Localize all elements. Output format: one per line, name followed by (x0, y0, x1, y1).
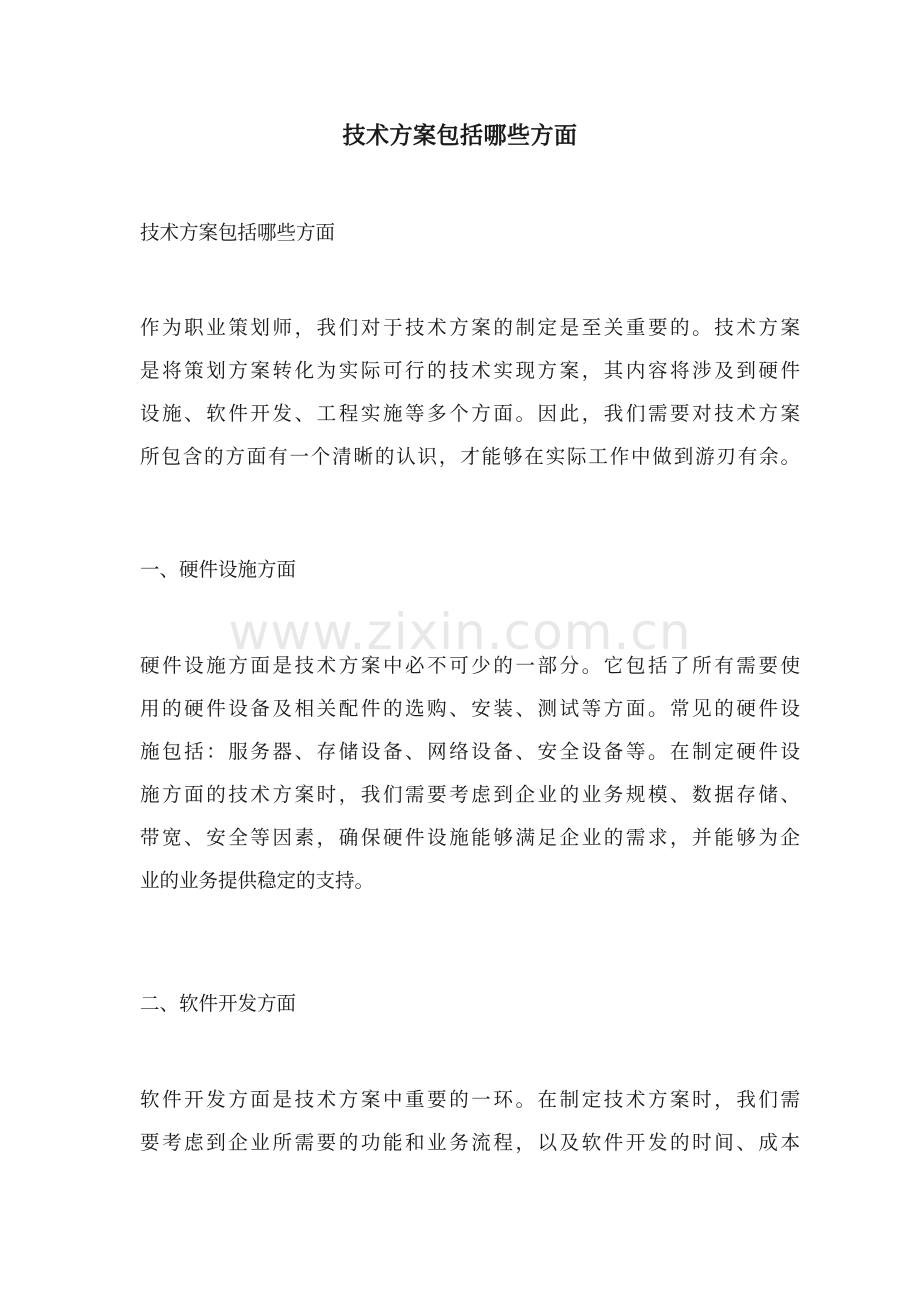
document-subtitle: 技术方案包括哪些方面 (140, 221, 336, 244)
section-hardware-line: 施方面的技术方案时，我们需要考虑到企业的业务规模、数据存储、 (140, 783, 800, 806)
section-software-line: 要考虑到企业所需要的功能和业务流程，以及软件开发的时间、成本 (140, 1131, 800, 1154)
section-hardware-line: 硬件设施方面是技术方案中必不可少的一部分。它包括了所有需要使 (140, 654, 800, 677)
intro-line: 是将策划方案转化为实际可行的技术实现方案，其内容将涉及到硬件 (140, 359, 800, 382)
section-hardware-line: 施包括：服务器、存储设备、网络设备、安全设备等。在制定硬件设 (140, 740, 800, 763)
watermark: www.zixin.com.cn (228, 603, 692, 661)
section-heading-software: 二、软件开发方面 (140, 992, 297, 1015)
section-hardware-line: 用的硬件设备及相关配件的选购、安装、测试等方面。常见的硬件设 (140, 697, 800, 720)
intro-line: 设施、软件开发、工程实施等多个方面。因此，我们需要对技术方案 (140, 402, 800, 425)
intro-line: 作为职业策划师，我们对于技术方案的制定是至关重要的。技术方案 (140, 316, 800, 339)
section-heading-hardware: 一、硬件设施方面 (140, 558, 297, 581)
section-software-line: 软件开发方面是技术方案中重要的一环。在制定技术方案时，我们需 (140, 1088, 800, 1111)
document-title: 技术方案包括哪些方面 (342, 122, 578, 149)
section-hardware-line: 业的业务提供稳定的支持。 (140, 869, 375, 892)
intro-line: 所包含的方面有一个清晰的认识，才能够在实际工作中做到游刃有余。 (140, 445, 800, 468)
section-hardware-line: 带宽、安全等因素，确保硬件设施能够满足企业的需求，并能够为企 (140, 826, 800, 849)
